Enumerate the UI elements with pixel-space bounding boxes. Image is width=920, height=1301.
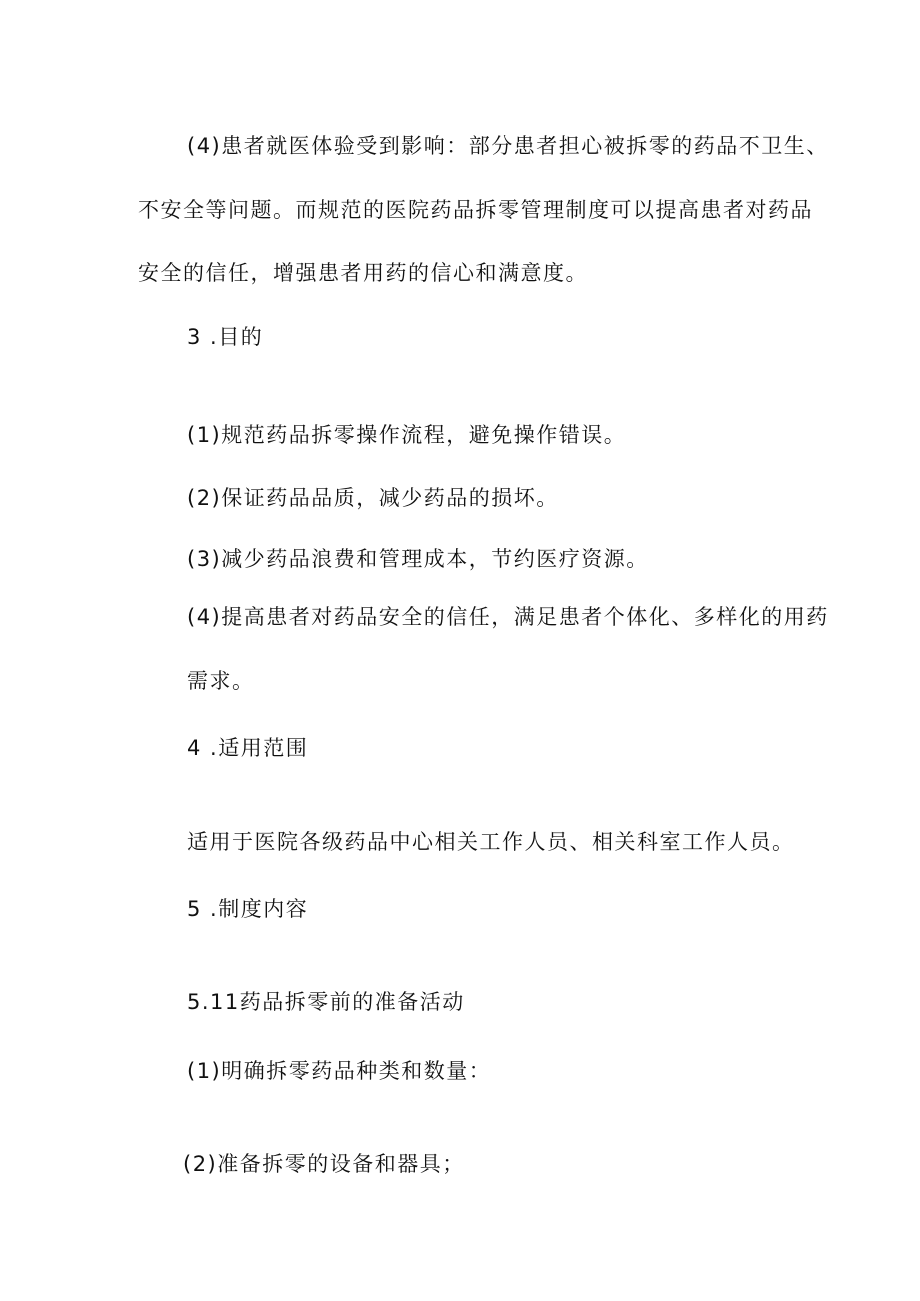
- section-heading-content: 5 .制度内容: [187, 897, 309, 921]
- paragraph-impact-line-2: 不安全等问题。而规范的医院药品拆零管理制度可以提高患者对药品: [138, 198, 813, 222]
- scope-text: 适用于医院各级药品中心相关工作人员、相关科室工作人员。: [187, 830, 795, 854]
- subsection-heading-preparation: 5.11药品拆零前的准备活动: [187, 990, 465, 1014]
- paragraph-impact-line-3: 安全的信任，增强患者用药的信心和满意度。: [138, 261, 588, 285]
- purpose-item-2: (2)保证药品品质，减少药品的损坏。: [187, 486, 559, 510]
- preparation-item-1: (1)明确拆零药品种类和数量：: [187, 1059, 492, 1083]
- purpose-item-1: (1)规范药品拆零操作流程，避免操作错误。: [187, 423, 627, 447]
- purpose-item-3: (3)减少药品浪费和管理成本，节约医疗资源。: [187, 547, 649, 571]
- section-heading-scope: 4 .适用范围: [187, 736, 309, 760]
- purpose-item-4-line-1: (4)提高患者对药品安全的信任，满足患者个体化、多样化的用药: [187, 605, 829, 629]
- section-heading-purpose: 3 .目的: [187, 325, 264, 349]
- paragraph-impact-line-1: (4)患者就医体验受到影响：部分患者担心被拆零的药品不卫生、: [187, 134, 829, 158]
- purpose-item-4-line-2: 需求。: [187, 669, 255, 693]
- preparation-item-2: (2)准备拆零的设备和器具；: [183, 1152, 465, 1176]
